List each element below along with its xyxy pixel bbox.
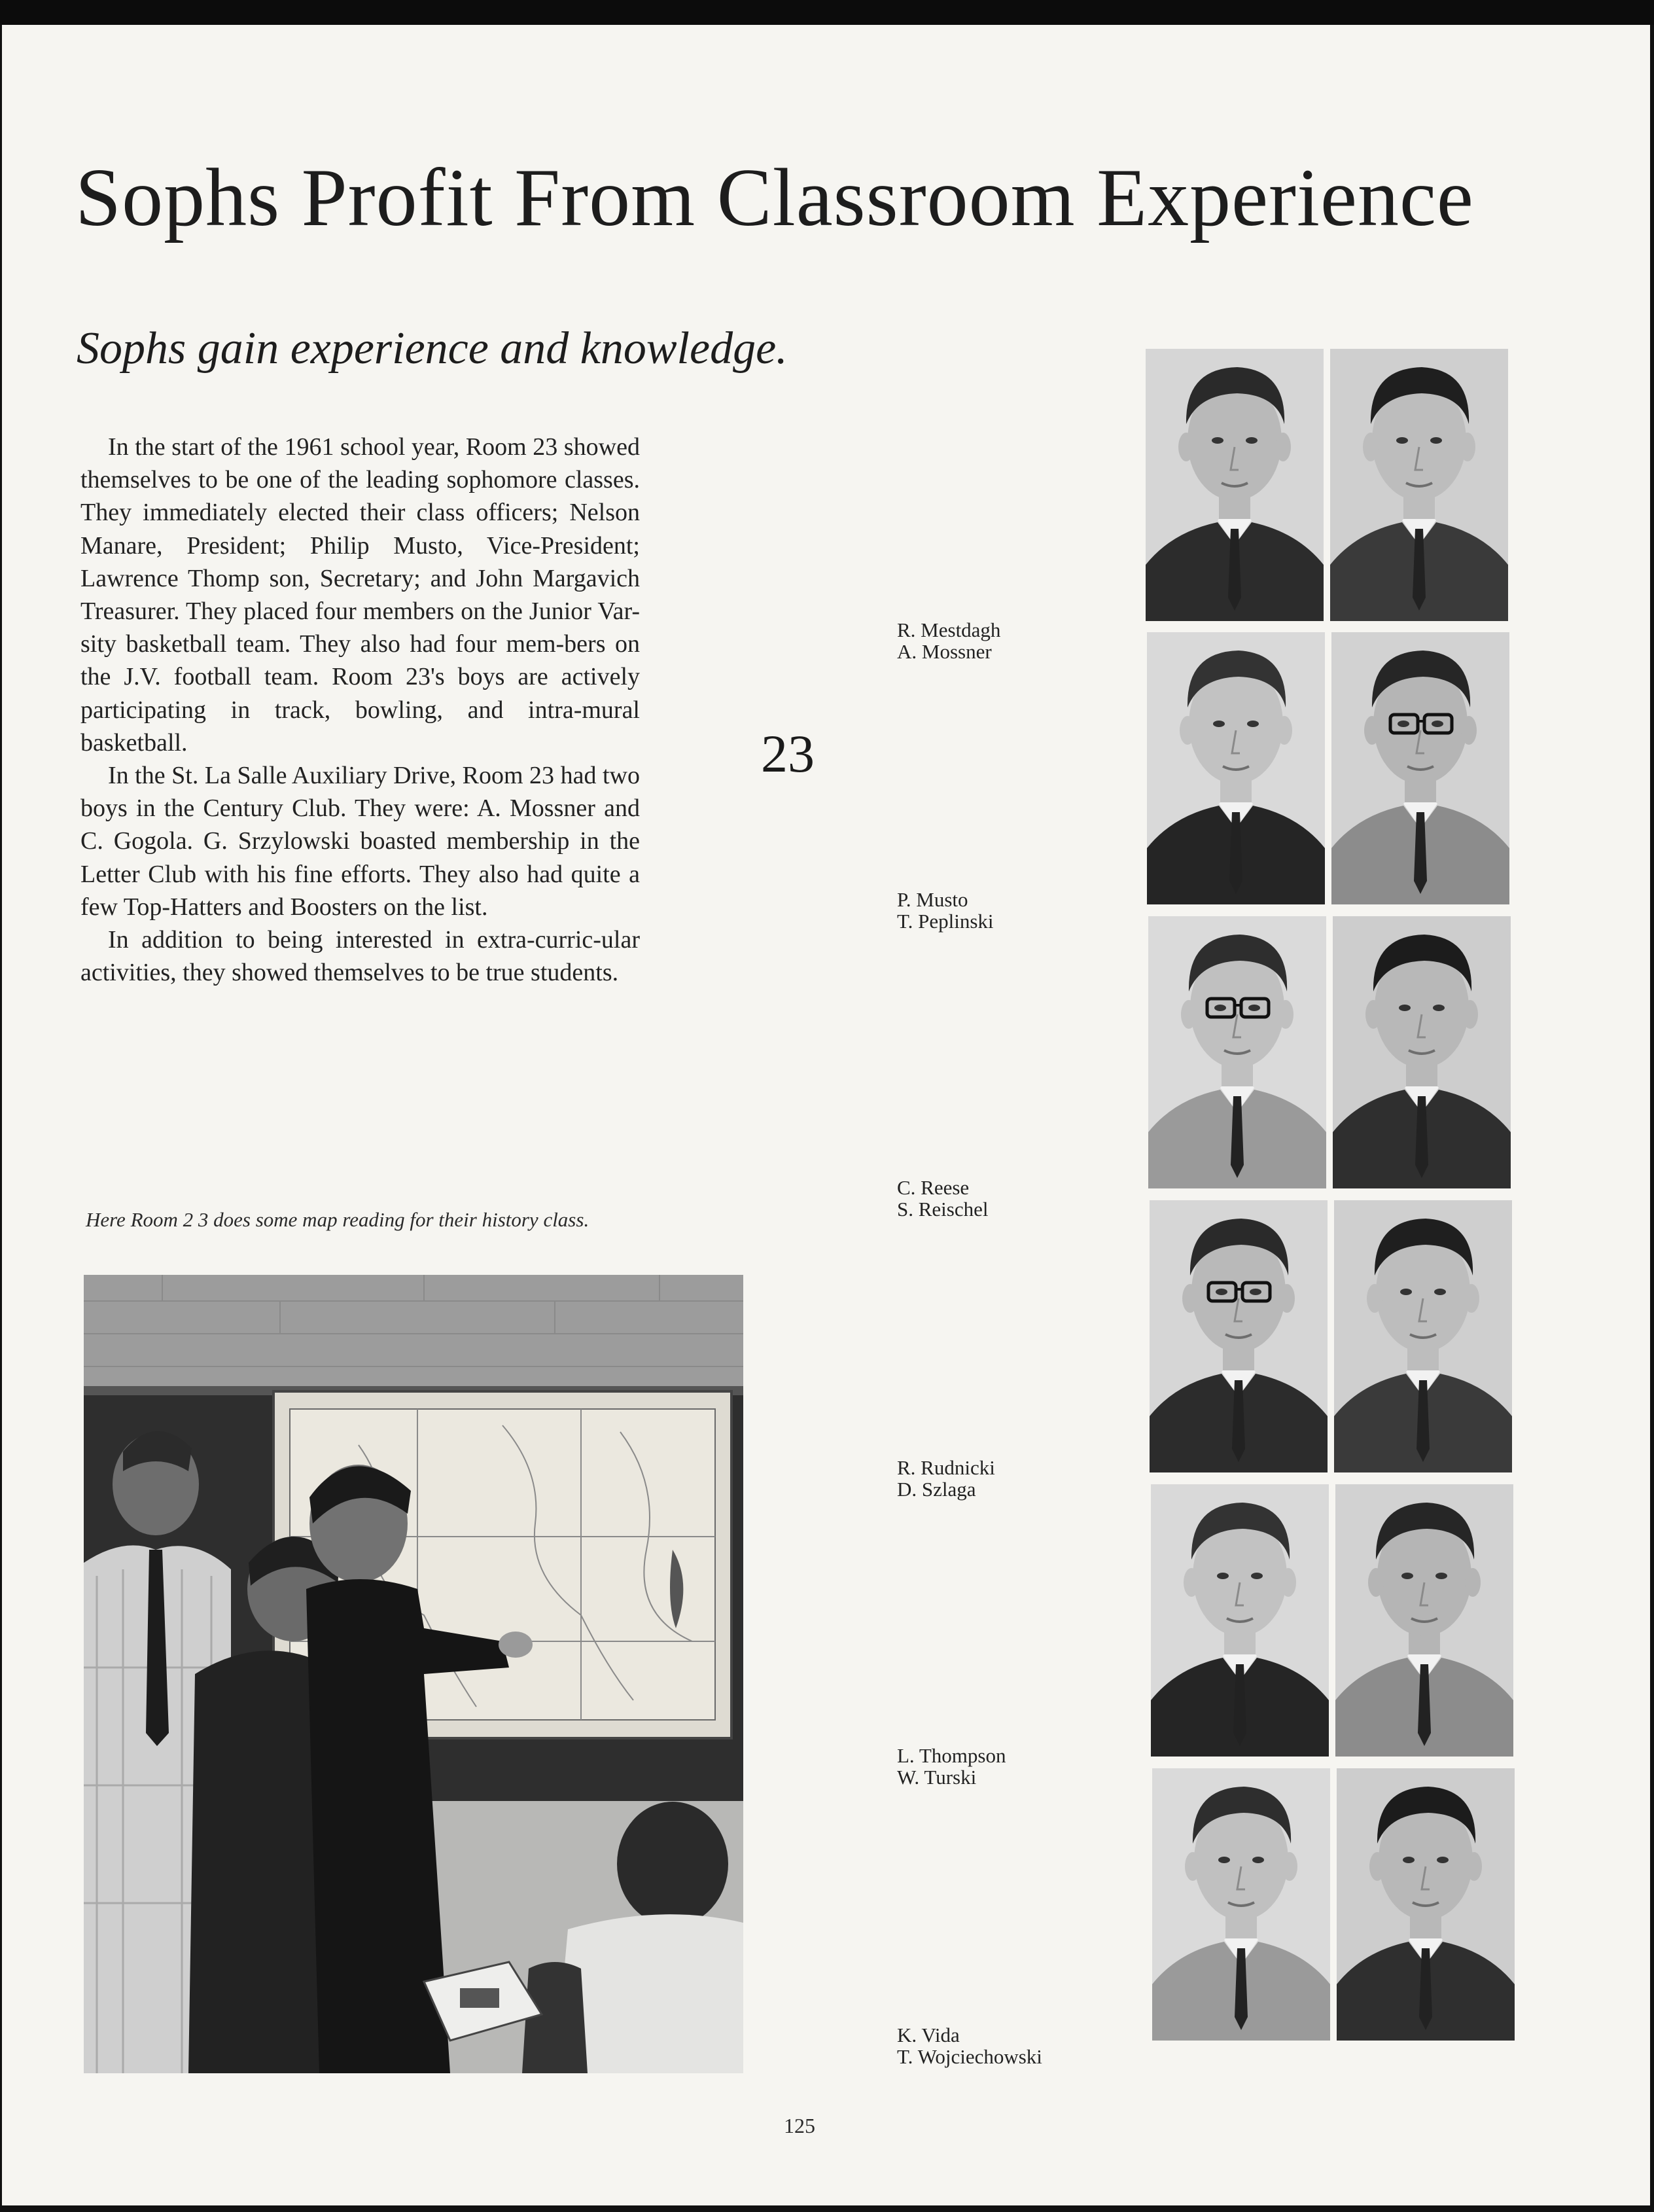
student-portrait xyxy=(1146,349,1324,621)
student-name: T. Peplinski xyxy=(897,910,994,933)
student-name: T. Wojciechowski xyxy=(897,2045,1042,2068)
portrait-names-row-4 xyxy=(897,1457,995,1500)
student-name: K. Vida xyxy=(897,2024,960,2046)
student-name: A. Mossner xyxy=(897,640,992,663)
article-paragraph: In the start of the 1961 school year, Room 23 showed themselves to be one of the leading sophomore classes. They immediately elected their class officers; Nelson Manare, President; Philip Musto, Vice-President; Lawrence Thomp son, Secretary; and John Margavich Treasurer. They placed four members on the Junior Var-sity basketball team. They also had four mem-bers on the J.V. football team. Room 23's boys are actively participating in track, bowling, and intra-mural basketball. xyxy=(80,433,640,757)
student-name: P. Musto xyxy=(897,888,968,911)
student-portrait xyxy=(1334,1200,1512,1472)
student-portrait xyxy=(1147,632,1325,904)
portrait-names-row-1 xyxy=(897,619,1000,662)
portrait-names-row-3 xyxy=(897,1177,989,1220)
page-edge xyxy=(2,2205,1654,2212)
student-portrait xyxy=(1148,916,1326,1188)
student-portrait xyxy=(1335,1484,1513,1757)
student-name: W. Turski xyxy=(897,1766,977,1789)
student-portrait xyxy=(1150,1200,1328,1472)
portrait-names-row-6 xyxy=(897,2024,1042,2067)
article-paragraph: In addition to being interested in extra-curric-ular activities, they showed themselves to be true students. xyxy=(80,926,640,987)
article-body xyxy=(80,431,640,989)
yearbook-page xyxy=(0,25,1654,2212)
article-paragraph: In the St. La Salle Auxiliary Drive, Room 23 had two boys in the Century Club. They were: A. Mossner and C. Gogola. G. Srzylowski boasted membership in the Letter Club with his fine efforts. They also had quite a few Top-Hatters and Boosters on the list. xyxy=(80,762,640,921)
student-portrait xyxy=(1151,1484,1329,1757)
student-portrait xyxy=(1331,632,1509,904)
student-name: D. Szlaga xyxy=(897,1478,976,1501)
student-name: S. Reischel xyxy=(897,1198,989,1221)
student-portrait xyxy=(1333,916,1511,1188)
student-portrait xyxy=(1152,1768,1330,2041)
classroom-photo xyxy=(84,1275,743,2073)
photo-caption: Here Room 2 3 does some map reading for their history class. xyxy=(86,1208,589,1231)
portrait-names-row-2 xyxy=(897,889,994,932)
portrait-names-row-5 xyxy=(897,1745,1006,1788)
page-title: Sophs Profit From Classroom Experience xyxy=(75,152,1474,243)
room-number: 23 xyxy=(761,724,815,783)
student-portrait xyxy=(1330,349,1508,621)
student-portrait xyxy=(1337,1768,1515,2041)
student-name: R. Mestdagh xyxy=(897,618,1001,641)
student-name: L. Thompson xyxy=(897,1744,1006,1767)
page-number: 125 xyxy=(784,2114,815,2137)
student-name: R. Rudnicki xyxy=(897,1456,995,1479)
page-subtitle: Sophs gain experience and knowledge. xyxy=(77,323,788,374)
student-name: C. Reese xyxy=(897,1176,970,1199)
